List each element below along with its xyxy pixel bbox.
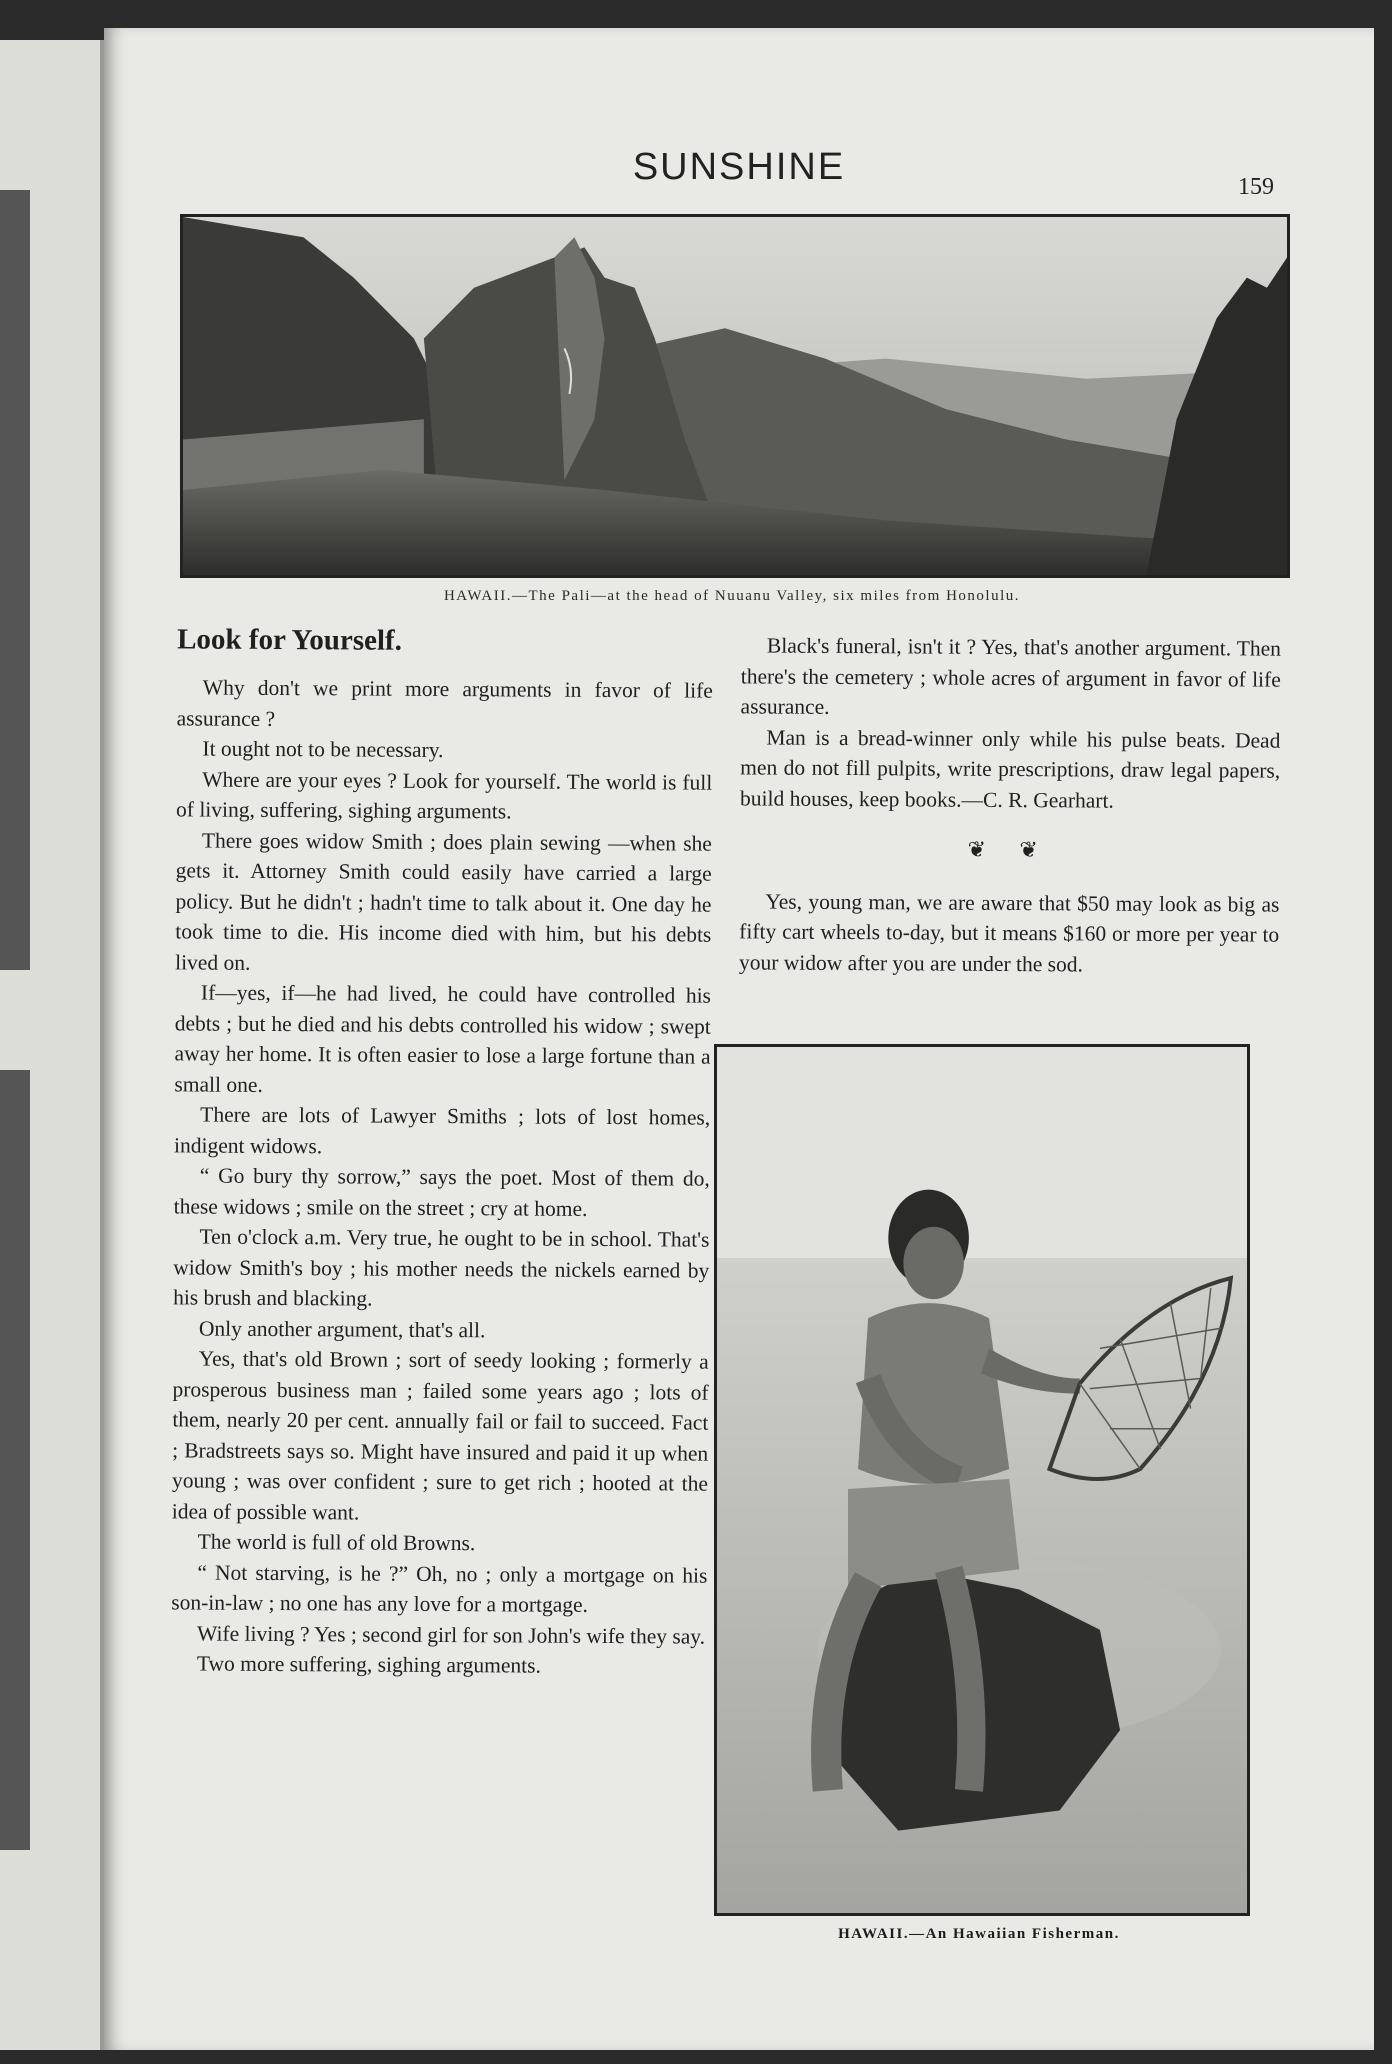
adjacent-page-photo [0,1070,30,1850]
article-paragraph: Ten o'clock a.m. Very true, he ought to be in school. That's widow Smith's boy ; his mother needs the nickels earned by his brush and blacking. [173,1224,710,1311]
article-title: Look for Yourself. [177,623,402,657]
page-number: 159 [1238,174,1274,200]
adjacent-page-edge [0,40,106,2050]
article-paragraph: “ Not starving, is he ?” Oh, no ; only a mortgage on his son-in-law ; no one has any love for a mortgage. [171,1560,708,1617]
article-paragraph: Where are your eyes ? Look for yourself. The world is full of living, suffering, sighing arguments. [176,767,713,824]
fisherman-photo [714,1044,1250,1916]
article-paragraph-continued: Black's funeral, isn't it ? Yes, that's another argument. Then there's the cemetery ; whole acres of argument in favor of life assurance. [740,633,1282,719]
article-paragraph: Only another argument, that's all. [198,1316,486,1342]
right-column [739,630,1281,980]
article-paragraph: There goes widow Smith ; does plain sewing —when she gets it. Attorney Smith could easily have carried a large policy. But he didn't ; hadn't time to talk about it. One day he took time to die. His income died with him, but his debts lived on. [175,828,712,975]
adjacent-page-photo [0,190,30,970]
article-paragraph: There are lots of Lawyer Smiths ; lots of lost homes, indigent widows. [173,1102,711,1158]
article-paragraph-continued: Man is a bread-winner only while his pulse beats. Dead men do not fill pulpits, write prescriptions, draw legal papers, build houses, keep books.—C. R. Gearhart. [739,725,1281,813]
article-paragraph: If—yes, if—he had lived, he could have controlled his debts ; but he died and his debts controlled his widow ; swept away her home. It is often easier to lose a large fortune than a small one. [174,980,712,1097]
top-photo-caption: HAWAII.—The Pali—at the head of Nuuanu Valley, six miles from Honolulu. [443,588,1021,604]
pali-mountain-illustration [183,217,1287,575]
fisherman-photo-caption: HAWAII.—An Hawaiian Fisherman. [838,1926,1120,1942]
article-paragraph: Two more suffering, sighing arguments. [196,1651,541,1678]
article-paragraph: The world is full of old Browns. [197,1529,476,1556]
article-paragraph: “ Go bury thy sorrow,” says the poet. Most of them do, these widows ; smile on the street ; cry at home. [173,1163,710,1221]
article-paragraph: It ought not to be necessary. [202,736,444,763]
magazine-page [104,28,1374,2050]
left-column [171,622,713,1682]
article-paragraph: Wife living ? Yes ; second girl for son John's wife they say. [196,1621,706,1649]
fisherman-illustration [717,1047,1247,1913]
running-head: SUNSHINE [632,146,846,188]
article-paragraph: Yes, that's old Brown ; sort of seedy looking ; formerly a prosperous business man ; failed some years ago ; lots of them, nearly 20 per cent. annually fail or fail to succeed. Fact ; Bradstreets says so. Might have insured and paid it up when young ; was over confident ; sure to get rich ; hooted at the idea of possible want. [171,1346,709,1525]
article-paragraph: Why don't we print more arguments in favor of life assurance ? [176,675,713,731]
widow-note: Yes, young man, we are aware that $50 may look as big as fifty cart wheels to-day, but it means $160 or more per year to your widow after you are under the sod. [738,889,1280,976]
ornament-divider: ❦ ❦ [967,836,1052,863]
pali-mountain-photo [180,214,1290,578]
